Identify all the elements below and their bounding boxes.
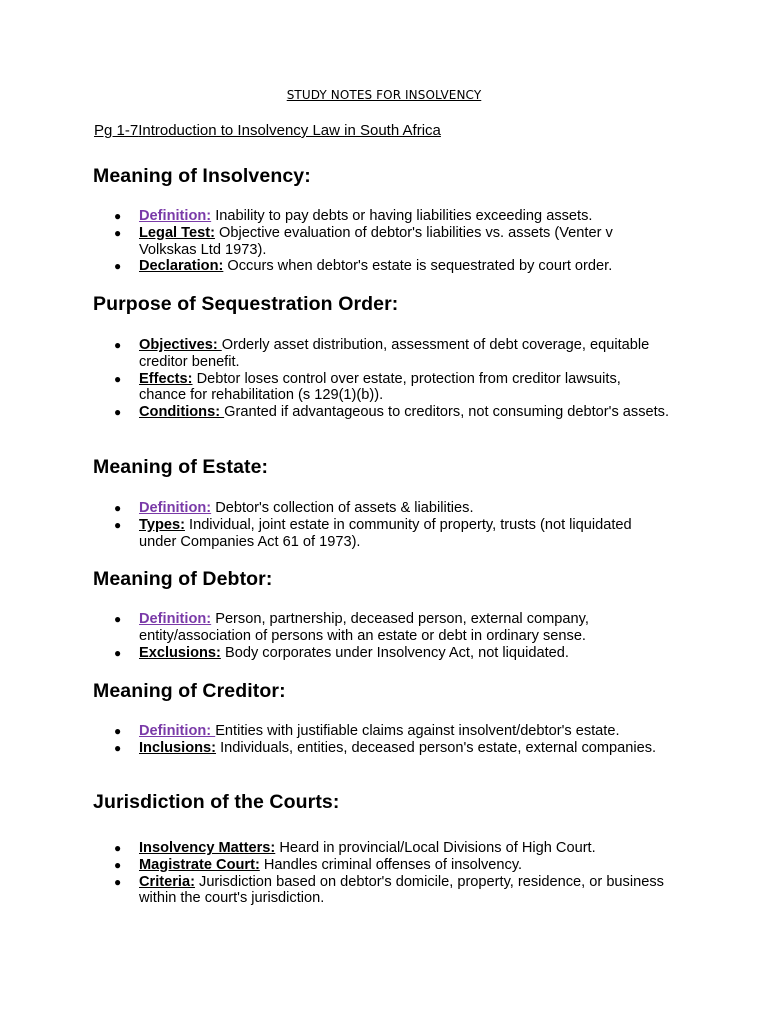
list-item-term: Definition:: [139, 500, 212, 516]
list-item-text: Handles criminal offenses of insolvency.: [259, 856, 523, 873]
list-item-text: Orderly asset distribution, assessment of debt coverage, equitable creditor benefit.: [139, 337, 650, 370]
list-item-term: Definition:: [139, 611, 212, 627]
list-item: [111, 208, 671, 225]
section-list: [111, 840, 671, 907]
list-item-term: Definition:: [139, 723, 216, 739]
bullet-icon: ●: [114, 857, 122, 872]
bullet-icon: ●: [114, 259, 122, 274]
bullet-icon: ●: [114, 740, 122, 755]
section-list: [111, 723, 671, 757]
section-list: [111, 611, 671, 661]
list-item-text: Body corporates under Insolvency Act, not liquidated.: [220, 644, 569, 661]
list-item: [111, 500, 671, 517]
list-item-term: Definition:: [139, 208, 212, 224]
list-item-term: Criteria:: [139, 873, 195, 890]
list-item-term: Legal Test:: [139, 224, 215, 241]
section-heading: Meaning of Creditor:: [93, 680, 286, 702]
list-item: [111, 874, 671, 908]
document-title: STUDY NOTES FOR INSOLVENCY: [286, 88, 482, 102]
list-item: [111, 645, 671, 662]
list-item-text: Debtor loses control over estate, protection from creditor lawsuits, chance for rehabilitation (s 129(1)(b)).: [139, 370, 621, 404]
list-item-text: Jurisdiction based on debtor's domicile, property, residence, or business within the court's jurisdiction.: [139, 873, 664, 907]
list-item-term: Types:: [139, 516, 185, 533]
list-item-text: Entities with justifiable claims against insolvent/debtor's estate.: [215, 723, 620, 739]
list-item-text: Heard in provincial/Local Divisions of High Court.: [275, 840, 596, 856]
section-list: [111, 208, 671, 275]
list-item-text: Individual, joint estate in community of property, trusts (not liquidated under Companies Act 61 of 1973).: [139, 516, 632, 550]
bullet-icon: ●: [114, 841, 122, 855]
list-item-term: Exclusions:: [139, 644, 221, 661]
section-heading: Meaning of Estate:: [93, 456, 269, 478]
bullet-icon: ●: [114, 209, 122, 223]
list-item-text: Inability to pay debts or having liabilities exceeding assets.: [211, 208, 593, 224]
list-item-text: Person, partnership, deceased person, external company, entity/association of persons with an estate or debt in ordinary sense.: [139, 611, 589, 644]
list-item-term: Inclusions:: [139, 739, 217, 756]
bullet-icon: ●: [114, 724, 122, 738]
section-heading: Purpose of Sequestration Order:: [93, 293, 399, 315]
document-subtitle: [94, 122, 441, 139]
list-item-text: Occurs when debtor's estate is sequestrated by court order.: [223, 258, 613, 275]
section-list: [111, 500, 671, 550]
bullet-icon: ●: [114, 225, 122, 240]
page-reference: Pg 1-7: [94, 122, 139, 139]
section-heading: Meaning of Debtor:: [93, 568, 273, 590]
list-item-term: Magistrate Court:: [139, 856, 260, 873]
list-item-term: Declaration:: [139, 258, 224, 275]
bullet-icon: ●: [114, 612, 122, 626]
list-item: [111, 611, 671, 645]
bullet-icon: ●: [114, 517, 122, 532]
list-item: [111, 723, 671, 740]
list-item: [111, 404, 671, 421]
section-list: [111, 337, 671, 421]
list-item-term: Objectives:: [139, 337, 222, 353]
bullet-icon: ●: [114, 645, 122, 660]
section-heading: Meaning of Insolvency:: [93, 165, 311, 187]
list-item: [111, 857, 671, 874]
list-item: [111, 258, 671, 275]
list-item-text: Granted if advantageous to creditors, not consuming debtor's assets.: [224, 404, 670, 421]
list-item-term: Effects:: [139, 370, 193, 387]
list-item: [111, 371, 671, 405]
bullet-icon: ●: [114, 338, 122, 352]
list-item-text: Objective evaluation of debtor's liabilities vs. assets (Venter v Volkskas Ltd 1973).: [139, 224, 613, 258]
list-item-text: Debtor's collection of assets & liabilities.: [211, 500, 474, 516]
list-item-term: Insolvency Matters:: [139, 840, 276, 856]
list-item: [111, 225, 671, 259]
list-item: [111, 337, 671, 371]
list-item: [111, 740, 671, 757]
list-item: [111, 517, 671, 551]
list-item-term: Conditions:: [139, 404, 225, 421]
list-item: [111, 840, 671, 857]
section-heading: Jurisdiction of the Courts:: [93, 791, 340, 813]
bullet-icon: ●: [114, 501, 122, 515]
bullet-icon: ●: [114, 874, 122, 889]
subtitle-text: Introduction to Insolvency Law in South Africa: [138, 122, 441, 139]
list-item-text: Individuals, entities, deceased person's estate, external companies.: [216, 739, 657, 756]
bullet-icon: ●: [114, 371, 122, 386]
bullet-icon: ●: [114, 405, 122, 420]
